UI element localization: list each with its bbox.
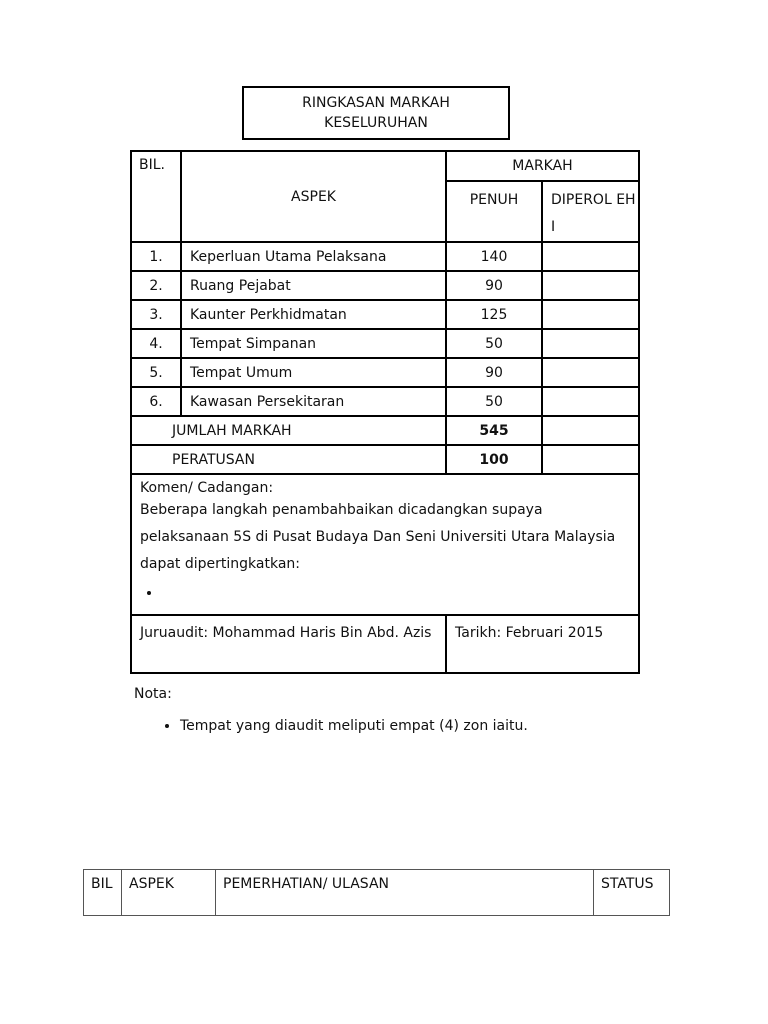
header-markah: MARKAH: [446, 151, 639, 181]
row-bil: 5.: [131, 358, 181, 387]
table-row: [131, 387, 639, 416]
header-status: STATUS: [594, 870, 670, 916]
table-row: [131, 358, 639, 387]
header-pemerhatian: PEMERHATIAN/ ULASAN: [216, 870, 594, 916]
header-aspek: ASPEK: [181, 151, 446, 242]
comment-label: Komen/ Cadangan:: [140, 480, 274, 496]
total-label: JUMLAH MARKAH: [131, 416, 446, 445]
row-aspek: Kaunter Perkhidmatan: [181, 300, 446, 329]
row-aspek: Kawasan Persekitaran: [181, 387, 446, 416]
row-diperolehi: [542, 242, 639, 271]
row-bil: 4.: [131, 329, 181, 358]
total-penuh: 545: [446, 416, 542, 445]
table-row: [131, 271, 639, 300]
row-bil: 3.: [131, 300, 181, 329]
header-aspek-2: ASPEK: [122, 870, 216, 916]
row-diperolehi: [542, 300, 639, 329]
percentage-diperolehi: [542, 445, 639, 474]
summary-title-box: [242, 86, 510, 140]
row-penuh: 50: [446, 329, 542, 358]
date-cell: Tarikh: Februari 2015: [446, 615, 639, 673]
nota-label: Nota:: [134, 686, 172, 702]
comment-bullet: [162, 578, 630, 608]
auditor-row: [131, 615, 639, 673]
row-penuh: 50: [446, 387, 542, 416]
table-row: [131, 329, 639, 358]
row-diperolehi: [542, 387, 639, 416]
row-diperolehi: [542, 329, 639, 358]
row-bil: 6.: [131, 387, 181, 416]
row-aspek: Ruang Pejabat: [181, 271, 446, 300]
row-diperolehi: [542, 358, 639, 387]
summary-title-line2: KESELURUHAN: [324, 115, 428, 131]
row-aspek: Keperluan Utama Pelaksana: [181, 242, 446, 271]
marks-summary-table: [130, 150, 640, 674]
row-penuh: 125: [446, 300, 542, 329]
nota-item: • Tempat yang diaudit meliputi empat (4) zon iaitu.: [180, 718, 528, 734]
table-row: [131, 300, 639, 329]
row-bil: 2.: [131, 271, 181, 300]
observation-table: [83, 869, 670, 916]
comment-list: [140, 578, 630, 608]
total-diperolehi: [542, 416, 639, 445]
row-penuh: 90: [446, 358, 542, 387]
comment-row: [131, 474, 639, 615]
percentage-row: [131, 445, 639, 474]
row-bil: 1.: [131, 242, 181, 271]
summary-title-line1: RINGKASAN MARKAH: [302, 95, 450, 111]
row-penuh: 140: [446, 242, 542, 271]
percentage-penuh: 100: [446, 445, 542, 474]
percentage-label: PERATUSAN: [131, 445, 446, 474]
row-diperolehi: [542, 271, 639, 300]
header-bil-2: BIL: [84, 870, 122, 916]
row-aspek: Tempat Simpanan: [181, 329, 446, 358]
comment-cell: [131, 474, 639, 615]
observation-header-row: [84, 870, 670, 916]
comment-text: Beberapa langkah penambahbaikan dicadangkan supaya pelaksanaan 5S di Pusat Budaya Dan Seni Universiti Utara Malaysia dapat dipertingkatkan:: [140, 502, 616, 572]
table-row: [131, 242, 639, 271]
auditor-cell: Juruaudit: Mohammad Haris Bin Abd. Azis: [131, 615, 446, 673]
nota-list: [134, 718, 528, 734]
header-penuh: PENUH: [446, 181, 542, 242]
header-diperolehi: DIPEROL EHI: [542, 181, 639, 242]
row-aspek: Tempat Umum: [181, 358, 446, 387]
total-row: [131, 416, 639, 445]
row-penuh: 90: [446, 271, 542, 300]
header-bil: BIL.: [131, 151, 181, 242]
